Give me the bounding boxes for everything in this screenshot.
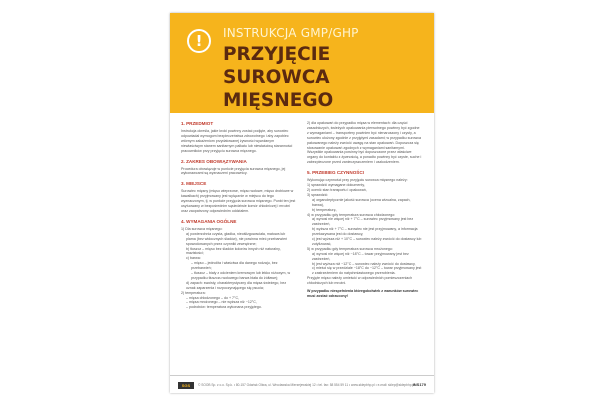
list-item: 4) w przypadku gdy temperatura surowca chłodzonego: [307, 212, 396, 217]
section-heading: 2. ZAKRES OBOWIĄZYWANIA [181, 158, 247, 164]
section-text: 2) dla opakowań do przypadku mięsa w elementach: dla części zasadniczych, świeżych opakowania pierwotnego powinny być zgodne z wymaganiami – transportery powinien być nienaruszony i czysty, a surowiec ułożony zgodnie z przyjętymi zasadami; w przypadku surowca pakowanego należy zwrócić uwagę na stan opakowań. Dopuszcza się stosowanie opakowań zgodnych z wymaganiami sanitarnymi. Wszystkie opakowania powinny być dopuszczone przez właściwe organy do kontaktu z żywnością, a ponadto powinny być czyste, suche i zabezpieczone przed zanieczyszczeniem i uszkodzeniem. [307, 121, 422, 165]
list-item: b) wyższa niż + 7°C – surowiec nie jest przyjmowany, a informacja przekazywana jest do dostawcy, [312, 227, 418, 237]
document-title: PRZYJĘCIE SUROWCA MIĘSNEGO [223, 44, 334, 111]
section-heading: 3. MIEJSCE [181, 181, 207, 187]
section-place [181, 181, 296, 214]
list-item: d) zapach: swoisty, charakterystyczny dla mięsa świeżego, bez oznak zaparzenia i rozpoczynającego się psucia; [186, 280, 287, 290]
list-item: 1) Dla surowca mięsnego: [181, 226, 223, 231]
section-intro: Wykonując czynności przy przyjęciu surowca mięsnego należy: [307, 178, 408, 183]
footer-text: © SOOB Sp. z o.o. Sp.k. • 80-157 Gdańsk Oliwa, ul. Wrocławska Mierzejewskiej 12 • tel. fax: 58 554 59 11 • www.sklepbhp.pl • e-mail: sklep@sklepbhp.pl [198, 383, 415, 387]
section-procedure [307, 170, 422, 299]
section-scope [181, 159, 296, 177]
list-item: – tłuszcz – biały z odcieniem kremowym lub lekko różowym, w przypadku tłuszczu wołowego barwa biała do żółtawej; [191, 271, 291, 280]
document-code: INS179 [412, 382, 426, 387]
section-heading: 4. WYMAGANIA OGÓLNE [181, 218, 237, 224]
left-column [181, 121, 296, 315]
warning-icon: ! [187, 29, 211, 53]
list-item: b) tłuszcz – mięso bez śladów kolorów innych niż naturalny, mazistości; [186, 246, 281, 256]
section-text: Procedura obowiązuje w punkcie przyjęcia surowca mięsnego, jej wykonawcami są wyznaczeni pracownicy. [181, 166, 286, 176]
list-item: 5) w przypadku gdy temperatura surowca mrożonego: [307, 246, 393, 251]
publisher-logo: SGS [178, 382, 194, 389]
list-item: a) wynosi nie więcej niż + 7°C – surowiec przyjmowany jest bez zastrzeżeń, [312, 217, 414, 227]
list-item: 1) sprawdzić wymagane dokumenty, [307, 183, 365, 188]
right-column [307, 121, 422, 304]
list-item: a) wynosi nie więcej niż −18°C – towar przyjmowany jest bez zastrzeżeń, [312, 251, 409, 261]
list-item: – mięsa mrożonego – nie wyższa niż −12°C, [186, 300, 257, 305]
list-item: – podrobów: temperatura wykonana przyjętego. [186, 305, 262, 310]
warning-note: W przypadku niespełnienia któregokolwiek z warunków surowiec musi zostać odrzucony! [307, 289, 419, 298]
footer [170, 375, 434, 393]
list-item: Przyjęte mięso należy umieścić w odpowiednich pomieszczeniach chłodniczych lub mroźni. [307, 276, 413, 286]
list-item: 2) ocenić stan transportu i opakowań, [307, 187, 367, 192]
list-item: a) powierzchnia czysta, gładka, nieoślizgowaciała, matowa lub plama (bez widocznych śladów), nie powinna mieć przebarwień spowodowanych przez czynniki zewnętrzne; [186, 231, 288, 246]
list-item: c) barwa: [186, 256, 201, 261]
section-subject [181, 121, 296, 154]
list-item: – mięso – jednolita i właściwa dla danego rodzaju, bez przebarwień; [191, 261, 278, 271]
packaging-paragraph [307, 121, 422, 165]
list-item: 3) sprawdzić: [307, 192, 329, 197]
header-banner [170, 13, 434, 113]
list-item: c) mieści się w przedziale −18°C do −12°C – towar przyjmowany jest z zastrzeżeniem do natychmiastowego przerobienia. [312, 266, 422, 276]
list-item: a) organoleptycznie jakość surowca (ocena wizualna, zapach, barwa), [312, 197, 411, 207]
list-item: b) jest wyższa niż −12°C – surowiec należy zwrócić do dostawcy, [312, 261, 416, 266]
section-text: Instrukcja określa, jakie kroki powinny zostać podjęte, aby surowiec odpowiadał wymogom bezpieczeństwa zdrowotnego i aby zapobiec wtórnym zakażeniom przydatowanej żywności wywołanym niewłaściwym stanem sanitarnym pałkatu lub niewłaściwą staranności pracowników przy przyjęciu surowca mięsnego. [181, 129, 293, 153]
list-item: c) jest wyższa niż + 10°C – surowiec należy zwrócić do dostawcy lub zutylizować, [312, 237, 422, 246]
section-text: Surowiec mięsny (mięso wieprzowe, mięso wołowe, mięso drobiowe w kawałkach) przyjmowany jest wyłącznie w miejscu do tego wyznaczonym, tj. w punkcie przyjęcia surowca mięsnego. Punkt ten jest usytuowany w bezpośrednim sąsiedztwie komór chłodniczej i mroźni oraz zaopatrzony odpowiednim oddziałem. [181, 189, 296, 213]
section-requirements [181, 219, 296, 310]
document-kicker: INSTRUKCJA GMP/GHP [223, 26, 359, 40]
list-item: 2) temperatura: [181, 290, 206, 295]
section-heading: 1. PRZEDMIOT [181, 121, 214, 126]
list-item: – mięsa chłodzonego – do + 7°C, [186, 295, 240, 300]
list-item: b) temperaturę, [312, 207, 337, 212]
instruction-sheet [170, 13, 434, 393]
section-heading: 5. PRZEBIEG CZYNNOŚCI [307, 170, 364, 176]
